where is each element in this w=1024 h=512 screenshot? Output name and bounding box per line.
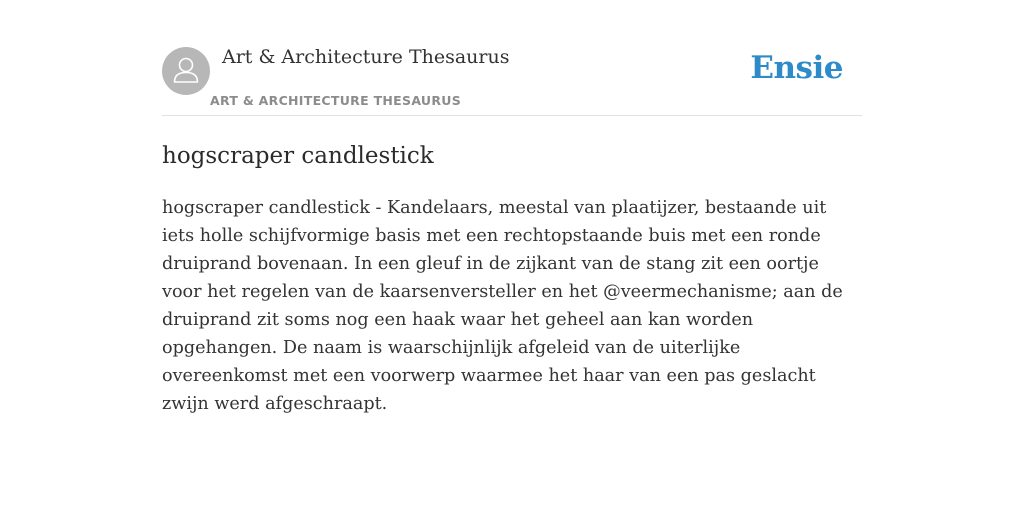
entry-body: hogscraper candlestick - Kandelaars, meestal van plaatijzer, bestaande uit iets holle schijfvormige basis met een rechtopstaande buis met een ronde druiprand bovenaan. In een gleuf in de zijkant van de stang zit een oortje voor het regelen van de kaarsenversteller en het @veermechanisme; aan de druiprand zit soms nog een haak waar het geheel aan kan worden opgehangen. De naam is waarschijnlijk afgeleid van de uiterlijke overeenkomst met een voorwerp waarmee het haar van een pas geslacht zwijn werd afgeschraapt. bbox=[162, 198, 843, 414]
source-avatar[interactable] bbox=[162, 47, 210, 95]
entry-title: hogscraper candlestick bbox=[162, 143, 434, 169]
source-title[interactable]: Art & Architecture Thesaurus bbox=[222, 46, 510, 68]
source-subtitle[interactable]: ART & ARCHITECTURE THESAURUS bbox=[210, 93, 462, 108]
brand-logo[interactable]: Ensie bbox=[750, 50, 843, 86]
source-header bbox=[162, 44, 862, 116]
page-container bbox=[162, 44, 862, 418]
user-icon bbox=[162, 47, 210, 95]
